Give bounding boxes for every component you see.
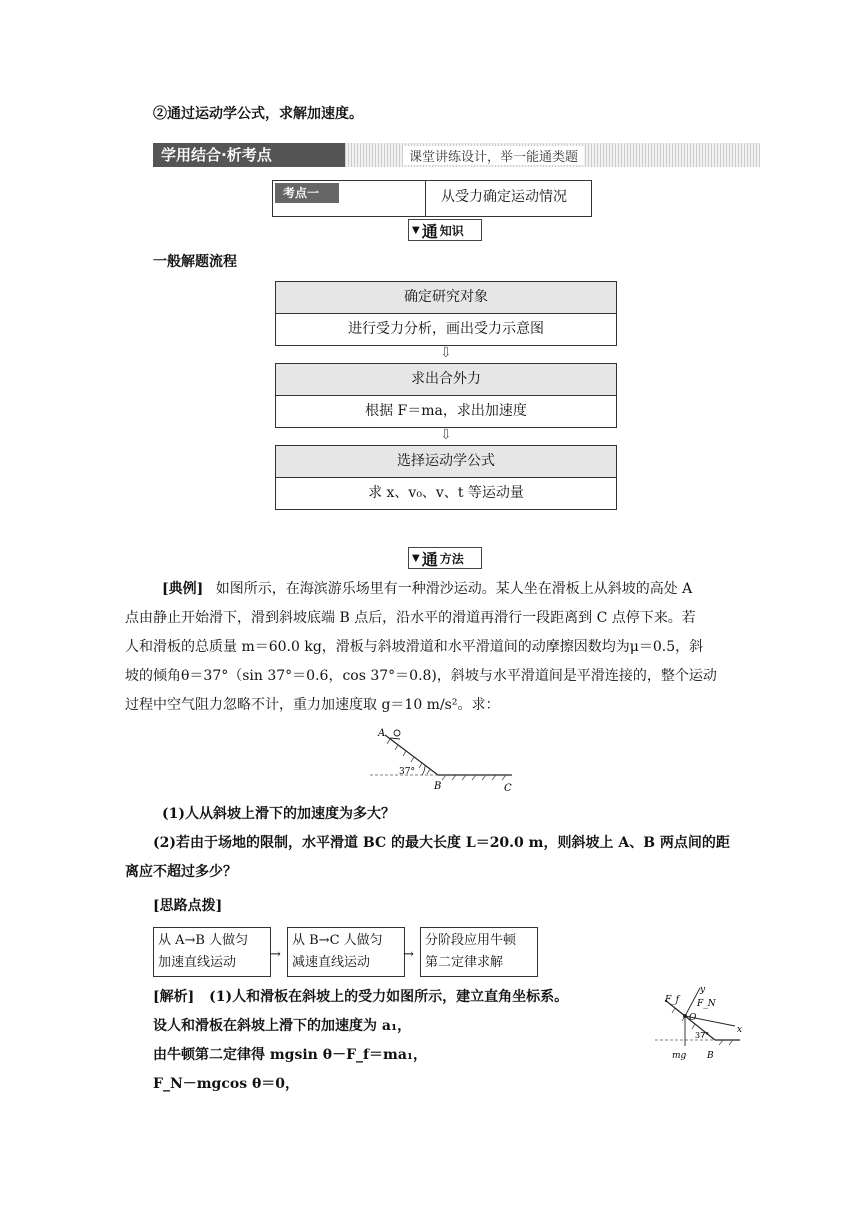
analysis-line: (1)人和滑板在斜坡上的受力如图所示，建立直角坐标系。: [209, 989, 569, 1005]
analysis-line: 设人和滑板在斜坡上滑下的加速度为 a₁，: [153, 1018, 412, 1034]
intro-step: ②通过运动学公式，求解加速度。: [153, 106, 363, 122]
flow-box-1: [275, 281, 617, 346]
hint-title: [思路点拨]: [153, 898, 223, 914]
label-mg: mg: [672, 1051, 687, 1061]
label-x: x: [737, 1025, 743, 1035]
section-tag-big: 通: [421, 221, 438, 241]
analysis: [153, 983, 633, 1099]
analysis-label: [解析]: [153, 989, 195, 1005]
flow-title: 一般解题流程: [153, 254, 237, 270]
topic-divider: [425, 181, 426, 216]
hint-line: 从 B→C 人做匀: [292, 933, 383, 948]
flow-body: 根据 F＝ma，求出加速度: [365, 403, 527, 419]
flow-body: 进行受力分析，画出受力示意图: [348, 321, 544, 337]
section-tag-big: 通: [421, 549, 438, 569]
hint-line: 减速直线运动: [292, 955, 371, 970]
flow-body: 求 x、v₀、v、t 等运动量: [368, 485, 524, 501]
questions: [125, 800, 745, 887]
slope-figure: [370, 725, 520, 795]
section-tag-knowledge: [408, 219, 482, 241]
hint-line: 加速直线运动: [158, 955, 237, 970]
flow-box-3: [275, 445, 617, 510]
down-arrow-icon: ⇩: [440, 345, 452, 361]
question-2: (2)若由于场地的限制，水平滑道 BC 的最大长度 L＝20.0 m，则斜坡上 A、B 两点间的距: [153, 835, 730, 851]
hint-box-3: [420, 927, 538, 977]
hint-box-2: [287, 927, 405, 977]
question-1: (1)人从斜坡上滑下的加速度为多大？: [162, 806, 395, 822]
example-label: [典例]: [162, 581, 204, 597]
hint-line: 分阶段应用牛顿: [425, 933, 517, 948]
topic-tag: 考点一: [275, 183, 339, 203]
banner-title: 学用结合·析考点: [153, 143, 345, 167]
label-c: C: [504, 783, 512, 794]
section-tag-small: 知识: [439, 223, 464, 238]
flow-header: 确定研究对象: [276, 282, 616, 314]
flow-header: 求出合外力: [276, 364, 616, 396]
person-icon: [394, 730, 400, 736]
analysis-line: F_N－mgcos θ＝0，: [153, 1076, 300, 1092]
label-fn: F_N: [697, 999, 716, 1009]
angle-label: 37°: [695, 1031, 710, 1040]
flow-header: 选择运动学公式: [276, 446, 616, 478]
example-line: 坡的倾角θ＝37°（sin 37°＝0.6，cos 37°＝0.8)，斜坡与水平滑道间是平滑连接的，整个运动: [125, 668, 717, 684]
label-b: B: [707, 1051, 714, 1061]
flow-box-2: [275, 363, 617, 428]
label-y: y: [700, 985, 706, 995]
example-paragraph: [125, 575, 745, 720]
right-arrow-icon: →: [403, 947, 414, 962]
down-arrow-icon: ⇩: [440, 427, 452, 443]
section-banner: [153, 143, 760, 167]
analysis-line: 由牛顿第二定律得 mgsin θ－F_f＝ma₁，: [153, 1047, 428, 1063]
label-b: B: [434, 781, 442, 792]
banner-subtitle: 课堂讲练设计，举一能通类题: [403, 146, 584, 165]
chevron-down-icon: ▼: [412, 224, 420, 236]
hint-box-1: [153, 927, 271, 977]
label-o: O: [689, 1013, 697, 1023]
example-line: 如图所示，在海滨游乐场里有一种滑沙运动。某人坐在滑板上从斜坡的高处 A: [215, 581, 693, 597]
chevron-down-icon: ▼: [412, 552, 420, 564]
angle-label: 37°: [399, 767, 415, 777]
hint-line: 第二定律求解: [425, 955, 504, 970]
example-line: 人和滑板的总质量 m＝60.0 kg，滑板与斜坡滑道和水平滑道间的动摩擦因数均为μ＝0.5，斜: [125, 639, 704, 655]
question-2-cont: 离应不超过多少？: [125, 864, 237, 880]
example-line: 点由静止开始滑下，滑到斜坡底端 B 点后，沿水平的滑道再滑行一段距离到 C 点停下来。若: [125, 610, 696, 626]
label-a: A: [378, 728, 386, 739]
force-diagram: [645, 980, 745, 1070]
hint-line: 从 A→B 人做匀: [158, 933, 249, 948]
right-arrow-icon: →: [270, 947, 281, 962]
label-ff: F_f: [665, 995, 680, 1005]
topic-title: 从受力确定运动情况: [441, 189, 567, 205]
example-line: 过程中空气阻力忽略不计，重力加速度取 g＝10 m/s²。求：: [125, 697, 500, 713]
section-tag-small: 方法: [439, 551, 464, 566]
topic-box: [272, 180, 592, 217]
section-tag-method: [408, 547, 482, 569]
